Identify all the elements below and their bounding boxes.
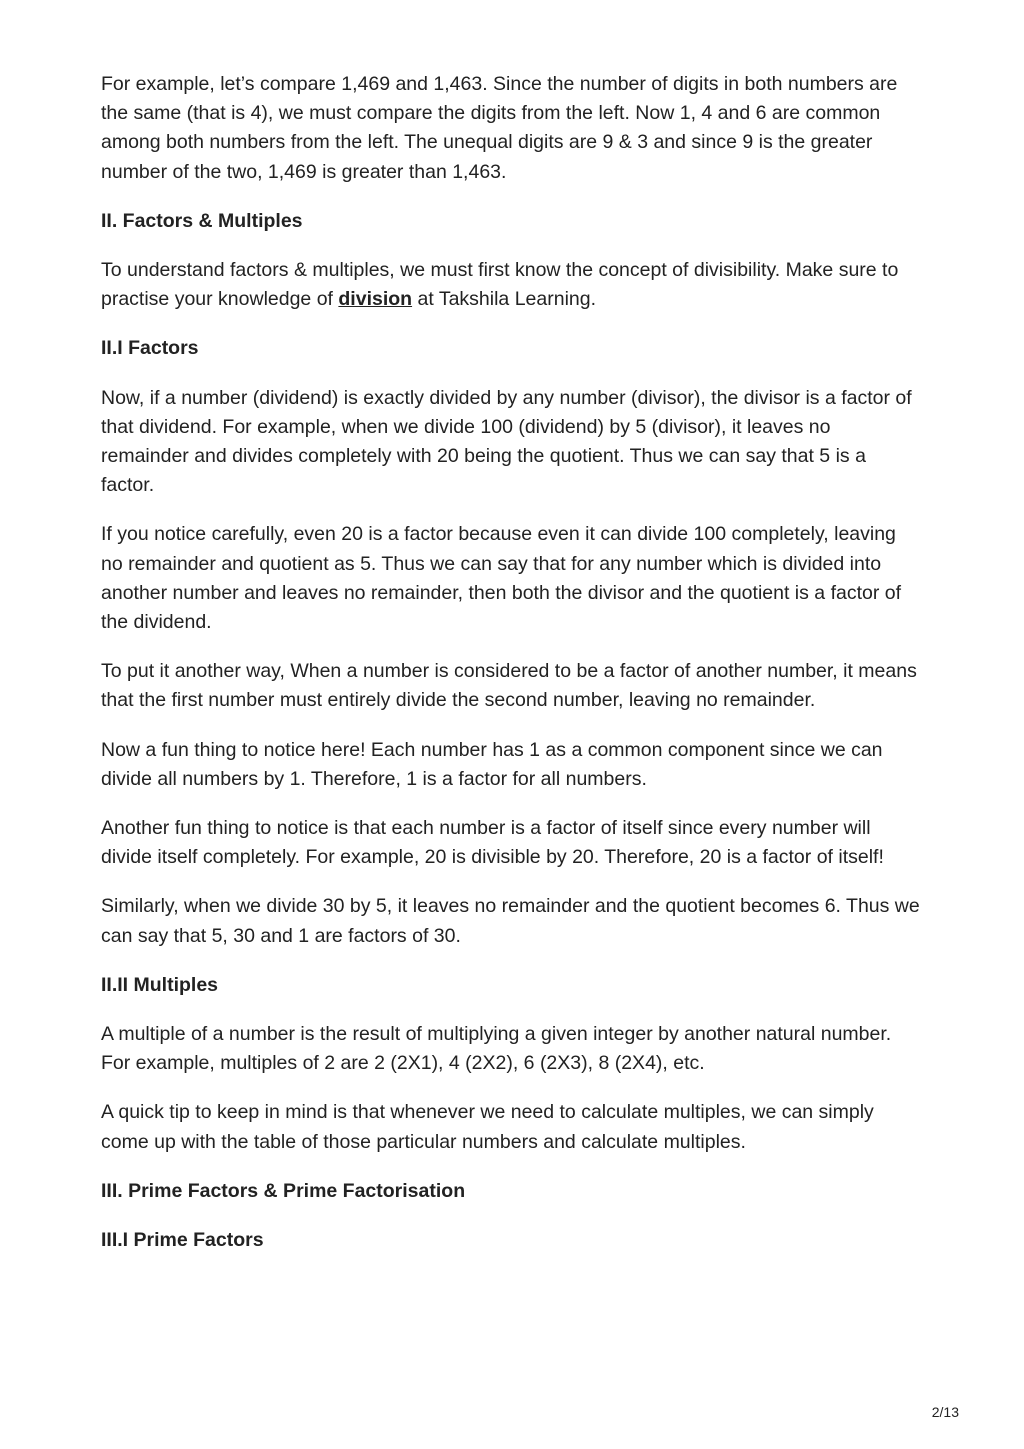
paragraph-fun-itself: Another fun thing to notice is that each number is a factor of itself since every number will divide itself completely. For example, 20 is divisible by 20. Therefore, 20 is a factor of itself! <box>101 817 884 869</box>
paragraph-divisibility-text-after: at Takshila Learning. <box>412 288 597 311</box>
heading-prime-factors: III.I Prime Factors <box>101 1229 264 1252</box>
paragraph-factor-definition: Now, if a number (dividend) is exactly divided by any number (divisor), the divisor is a factor of that dividend. For example, when we divide 100 (dividend) by 5 (divisor), it leaves no remainder and divides completely with 20 being the quotient. Thus we can say that 5 is a factor. <box>101 386 912 497</box>
paragraph-divisibility-text-before: To understand factors & multiples, we must first know the concept of divisibility. Make sure to practise your knowledge of <box>101 259 899 311</box>
division-link[interactable]: division <box>338 288 413 311</box>
paragraph-thirty-example: Similarly, when we divide 30 by 5, it leaves no remainder and the quotient becomes 6. Thus we can say that 5, 30 and 1 are factors of 30. <box>101 895 920 947</box>
heading-multiples: II.II Multiples <box>101 973 219 996</box>
paragraph-divisibility-intro <box>101 256 921 314</box>
heading-factors-multiples: II. Factors & Multiples <box>101 209 303 232</box>
paragraph-another-way: To put it another way, When a number is considered to be a factor of another number, it means that the first number must entirely divide the second number, leaving no remainder. <box>101 660 917 712</box>
paragraph-compare-example: For example, let’s compare 1,469 and 1,463. Since the number of digits in both numbers are the same (that is 4), we must compare the digits from the left. Now 1, 4 and 6 are common among both numbers from the left. The unequal digits are 9 & 3 and since 9 is the greater number of the two, 1,469 is greater than 1,463. <box>101 73 898 183</box>
paragraph-quotient-factor: If you notice carefully, even 20 is a factor because even it can divide 100 completely, leaving no remainder and quotient as 5. Thus we can say that for any number which is divided into another number and leaves no remainder, then both the divisor and the quotient is a factor of the dividend. <box>101 523 902 634</box>
page-number: 2/13 <box>931 1404 959 1420</box>
heading-factors: II.I Factors <box>101 337 199 360</box>
paragraph-multiple-definition: A multiple of a number is the result of multiplying a given integer by another natural number. For example, multiples of 2 are 2 (2X1), 4 (2X2), 6 (2X3), 8 (2X4), etc. <box>101 1023 892 1075</box>
paragraph-quick-tip: A quick tip to keep in mind is that whenever we need to calculate multiples, we can simply come up with the table of those particular numbers and calculate multiples. <box>101 1101 874 1153</box>
heading-prime-factorisation: III. Prime Factors & Prime Factorisation <box>101 1179 466 1202</box>
document-body <box>101 70 921 1275</box>
paragraph-fun-one: Now a fun thing to notice here! Each number has 1 as a common component since we can divide all numbers by 1. Therefore, 1 is a factor for all numbers. <box>101 738 883 790</box>
